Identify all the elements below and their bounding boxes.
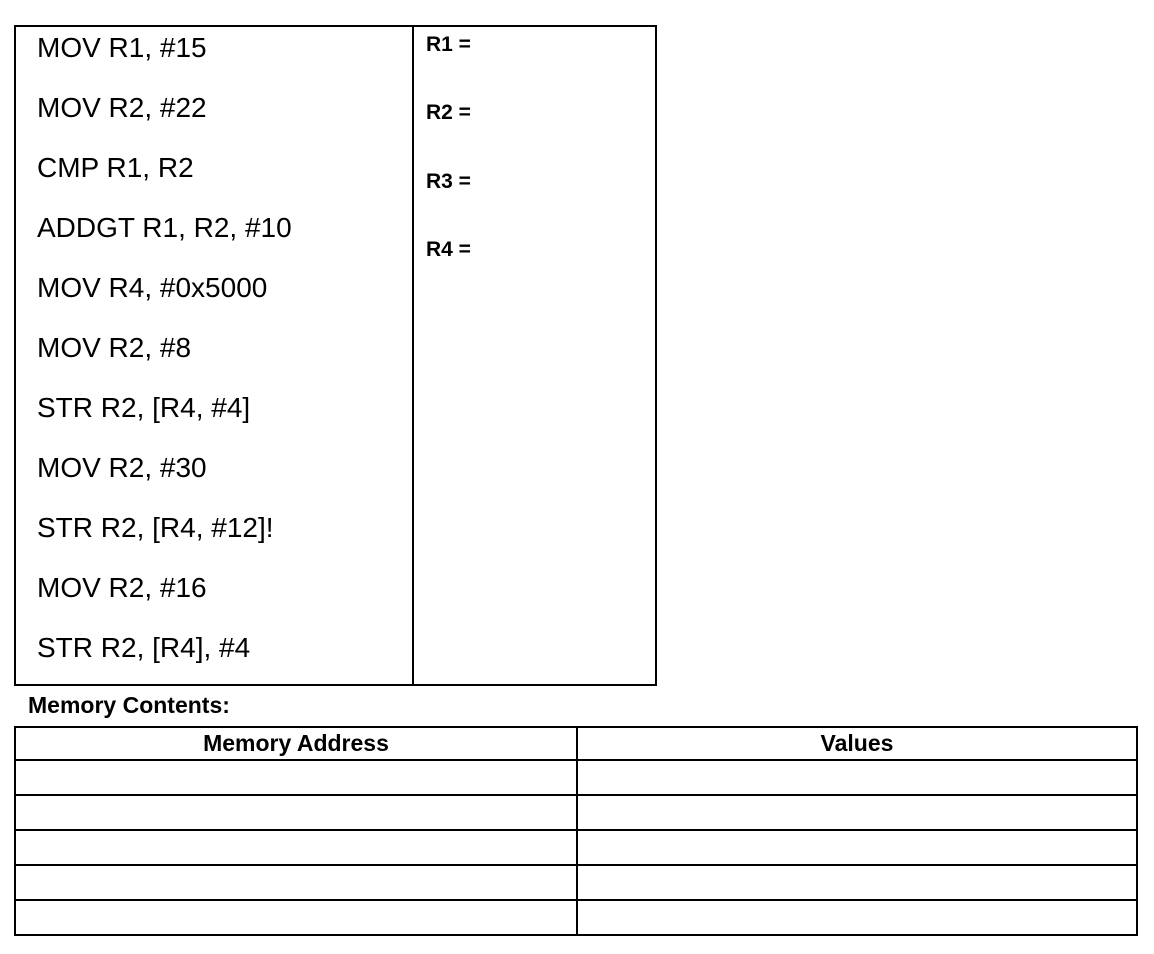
- memory-value-cell[interactable]: [577, 865, 1137, 900]
- table-row: [15, 795, 1137, 830]
- instruction-line: MOV R2, #30: [37, 452, 207, 483]
- register-column: [414, 27, 655, 684]
- instruction-table: [14, 25, 657, 686]
- memory-value-cell[interactable]: [577, 795, 1137, 830]
- instruction-line: MOV R2, #16: [37, 572, 207, 603]
- memory-address-cell[interactable]: [15, 830, 577, 865]
- instruction-line: MOV R2, #8: [37, 332, 192, 363]
- memory-value-cell[interactable]: [577, 830, 1137, 865]
- memory-contents-heading: Memory Contents:: [28, 692, 230, 718]
- table-row: [15, 830, 1137, 865]
- instruction-line: MOV R2, #22: [37, 92, 207, 123]
- instruction-line: ADDGT R1, R2, #10: [37, 212, 292, 243]
- instruction-line: MOV R4, #0x5000: [37, 272, 268, 303]
- instruction-line: STR R2, [R4, #4]: [37, 392, 251, 423]
- memory-address-cell[interactable]: [15, 900, 577, 935]
- instruction-line: STR R2, [R4], #4: [37, 632, 251, 663]
- instruction-line: CMP R1, R2: [37, 152, 194, 183]
- instruction-line: MOV R1, #15: [37, 32, 207, 63]
- memory-address-cell[interactable]: [15, 795, 577, 830]
- register-label-r1: R1 =: [426, 33, 471, 56]
- values-header: Values: [577, 727, 1137, 760]
- register-label-r3: R3 =: [426, 170, 471, 193]
- memory-table: [14, 726, 1138, 936]
- table-row: [15, 760, 1137, 795]
- memory-value-cell[interactable]: [577, 760, 1137, 795]
- memory-address-header: Memory Address: [15, 727, 577, 760]
- instruction-line: STR R2, [R4, #12]!: [37, 512, 274, 543]
- memory-value-cell[interactable]: [577, 900, 1137, 935]
- instruction-column: [16, 27, 414, 684]
- memory-table-header-row: [15, 727, 1137, 760]
- register-label-r2: R2 =: [426, 101, 471, 124]
- table-row: [15, 900, 1137, 935]
- register-label-r4: R4 =: [426, 238, 471, 261]
- table-row: [15, 865, 1137, 900]
- memory-address-cell[interactable]: [15, 760, 577, 795]
- memory-address-cell[interactable]: [15, 865, 577, 900]
